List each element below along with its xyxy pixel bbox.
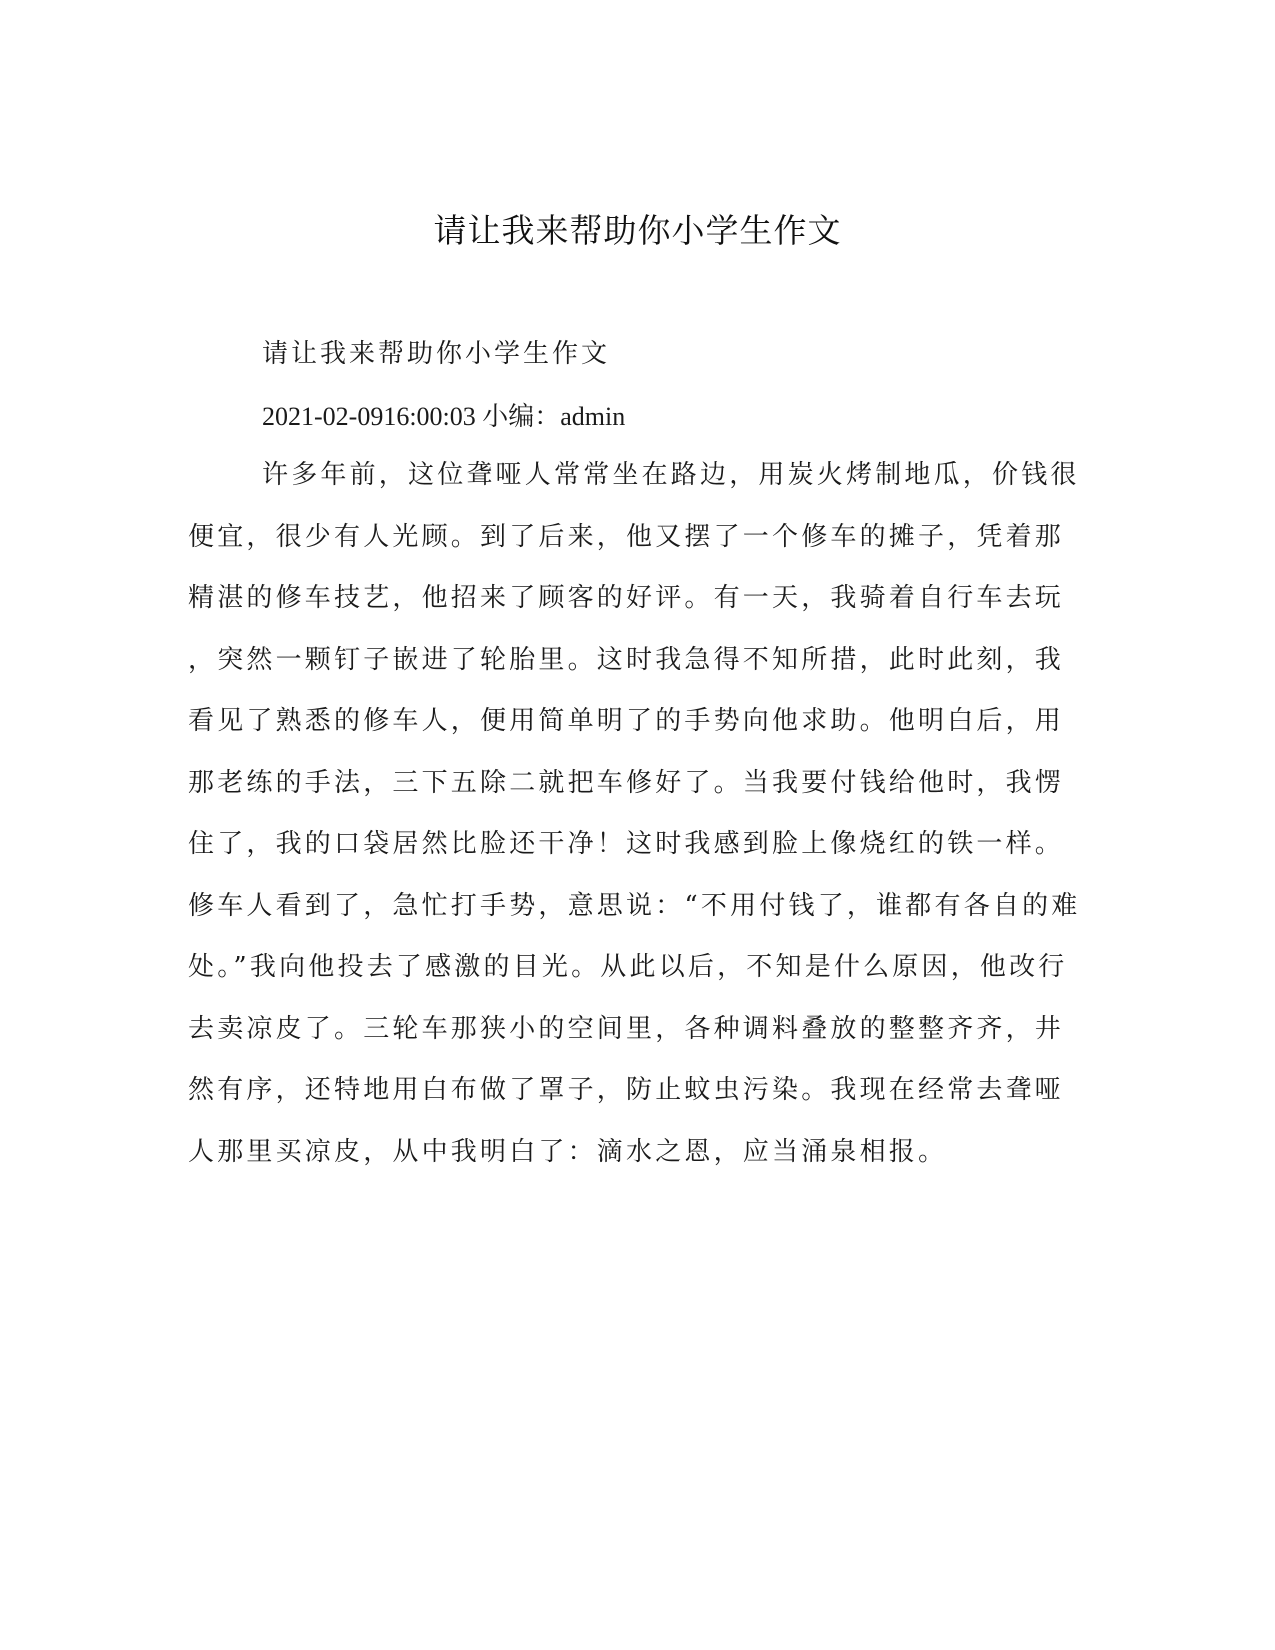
article-subtitle: 请让我来帮助你小学生作文	[262, 339, 611, 369]
body-line: 看见了熟悉的修车人，便用简单明了的手势向他求助。他明白后，用	[188, 706, 1065, 736]
body-line: 人那里买凉皮，从中我明白了：滴水之恩，应当涌泉相报。	[188, 1136, 948, 1167]
body-line: 去卖凉皮了。三轮车那狭小的空间里，各种调料叠放的整整齐齐，井	[188, 1013, 1065, 1044]
body-line: 住了，我的口袋居然比脸还干净！这时我感到脸上像烧红的铁一样。	[188, 829, 1065, 859]
article-body	[188, 455, 1088, 1193]
body-line: 处。”我向他投去了感激的目光。从此以后，不知是什么原因，他改行	[188, 952, 1068, 982]
body-line: ，突然一颗钉子嵌进了轮胎里。这时我急得不知所措，此时此刻，我	[188, 644, 1065, 675]
body-line: 精湛的修车技艺，他招来了顾客的好评。有一天，我骑着自行车去玩	[188, 583, 1065, 613]
body-line: 那老练的手法，三下五除二就把车修好了。当我要付钱给他时，我愣	[188, 767, 1065, 798]
article-meta: 2021-02-0916:00:03 小编：admin	[262, 402, 626, 431]
body-line: 然有序，还特地用白布做了罩子，防止蚊虫污染。我现在经常去聋哑	[188, 1075, 1065, 1105]
document-title: 请让我来帮助你小学生作文	[433, 211, 842, 250]
body-line: 便宜，很少有人光顾。到了后来，他又摆了一个修车的摊子，凭着那	[188, 521, 1065, 552]
body-line: 修车人看到了，急忙打手势，意思说：“不用付钱了，谁都有各自的难	[188, 890, 1081, 921]
body-line: 许多年前，这位聋哑人常常坐在路边，用炭火烤制地瓜，价钱很	[262, 460, 1080, 490]
